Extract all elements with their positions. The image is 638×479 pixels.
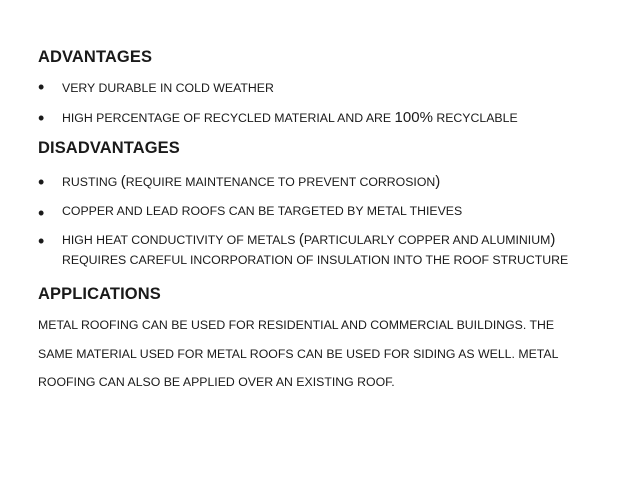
disadvantage-item-2: COPPER AND LEAD ROOFS CAN BE TARGETED BY METAL THIEVES [62, 204, 463, 218]
bullet-icon: • [38, 77, 45, 97]
applications-line-2: SAME MATERIAL USED FOR METAL ROOFS CAN BE USED FOR SIDING AS WELL. METAL [38, 347, 559, 361]
bullet-icon: • [38, 231, 45, 251]
disadvantage-item-3-text-b: PARTICULARLY COPPER AND ALUMINIUM [303, 233, 551, 247]
disadvantage-item-1 [62, 173, 440, 190]
bullet-icon: • [38, 172, 45, 192]
bullet-icon: • [38, 203, 45, 223]
disadvantages-heading: DISADVANTAGES [38, 139, 180, 157]
paren-close: ) [550, 231, 556, 248]
disadvantage-item-3 [62, 231, 555, 248]
bullet-icon: • [38, 108, 45, 128]
applications-line-3: ROOFING CAN ALSO BE APPLIED OVER AN EXISTING ROOF. [38, 375, 395, 389]
advantage-item-2 [62, 109, 518, 126]
advantage-item-2-percent: 100% [394, 109, 433, 126]
paren-open: ( [298, 231, 304, 248]
disadvantage-item-3-text-a: HIGH HEAT CONDUCTIVITY OF METALS [62, 233, 299, 247]
advantage-item-2-text-b: RECYCLABLE [432, 111, 518, 125]
applications-heading: APPLICATIONS [38, 285, 161, 303]
paren-open: ( [120, 173, 126, 190]
advantage-item-1: VERY DURABLE IN COLD WEATHER [62, 81, 274, 95]
advantages-heading: ADVANTAGES [38, 48, 153, 66]
disadvantage-item-1-text-a: RUSTING [62, 175, 121, 189]
disadvantage-item-3-line-2: REQUIRES CAREFUL INCORPORATION OF INSULATION INTO THE ROOF STRUCTURE [62, 253, 569, 267]
paren-close: ) [435, 173, 441, 190]
applications-line-1: METAL ROOFING CAN BE USED FOR RESIDENTIAL AND COMMERCIAL BUILDINGS. THE [38, 318, 555, 332]
disadvantage-item-1-text-b: REQUIRE MAINTENANCE TO PREVENT CORROSION [125, 175, 436, 189]
advantage-item-2-text-a: HIGH PERCENTAGE OF RECYCLED MATERIAL AND ARE [62, 111, 395, 125]
